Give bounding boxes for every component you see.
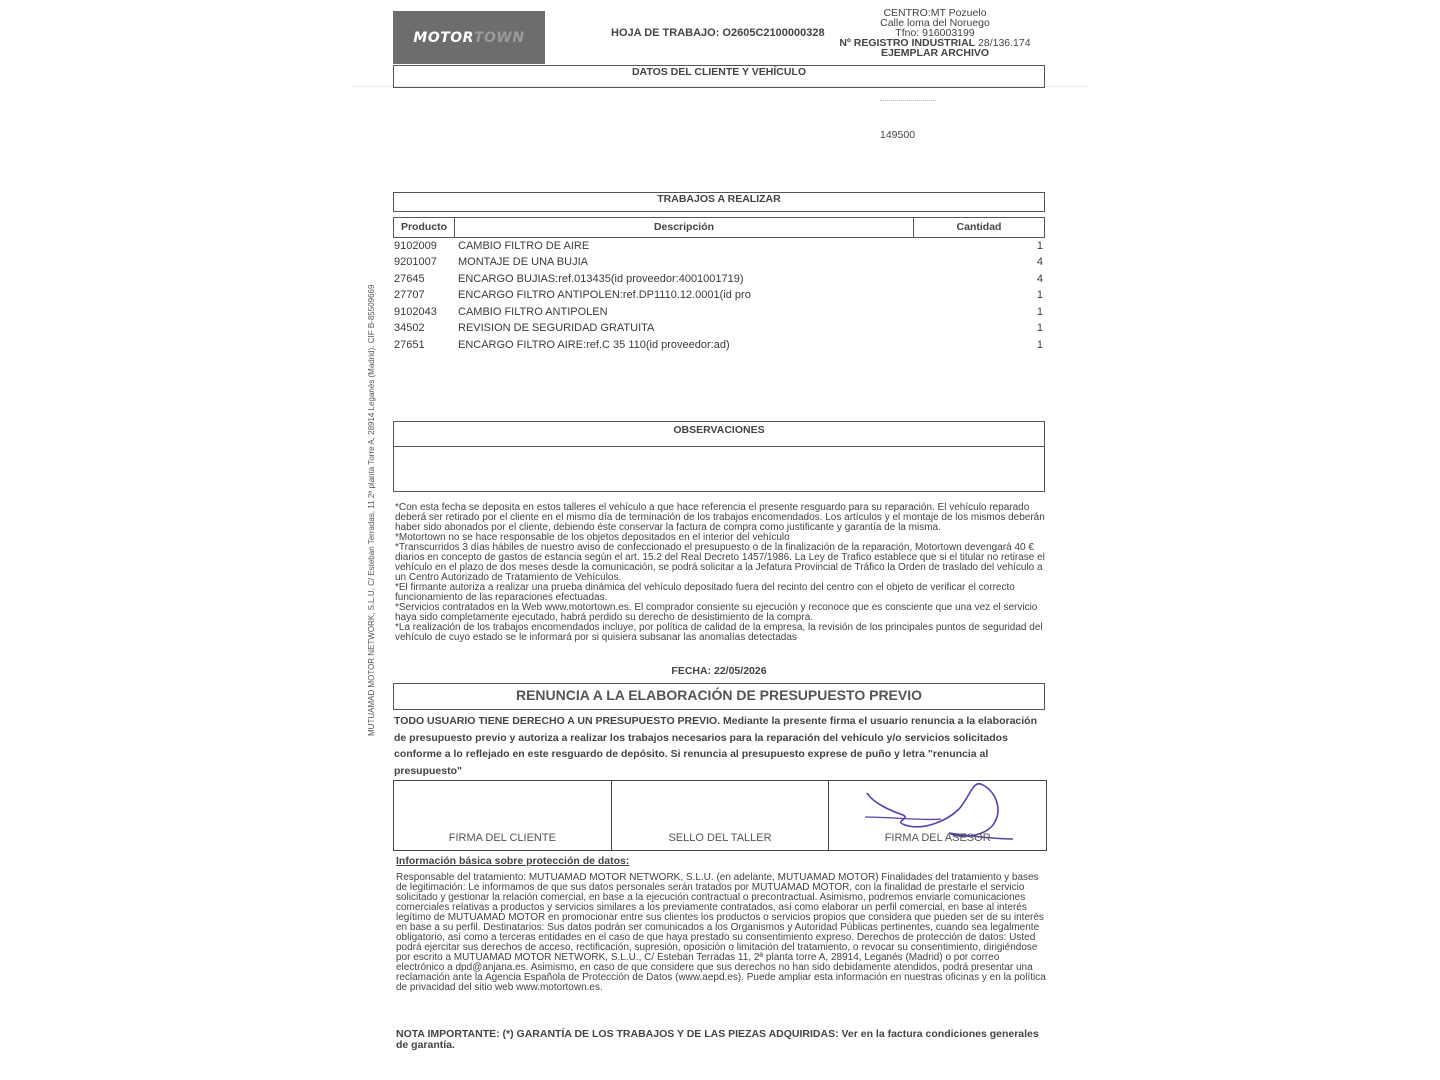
producto-cell: 27707	[394, 289, 425, 301]
ejemplar-archivo: EJEMPLAR ARCHIVO	[880, 47, 990, 59]
cantidad-cell: 4	[1036, 256, 1043, 268]
empresa-vertical-text: MUTUAMAD MOTOR NETWORK, S.L.U. C/ Esteban Terradas, 11 2ª planta Torre A, 28914 Leganés (Madrid). CIF B-85509669	[367, 284, 376, 736]
motortown-logo	[393, 11, 545, 64]
producto-cell: 9201007	[394, 256, 437, 268]
table-row	[393, 322, 1045, 338]
registro-label: Nº REGISTRO INDUSTRIAL	[839, 37, 976, 49]
logo-word-town: TOWN	[473, 29, 525, 46]
condicion-web: *Servicios contratados en la Web www.motortown.es. El comprador consiente su ejecución y reconoce que es consciente que una vez el servicio haya sido completamente ejecutado, habrá perdido su derecho de desistimiento de la compra.	[395, 602, 1038, 623]
sello-taller-box	[612, 781, 830, 850]
firmas-table	[393, 780, 1047, 851]
fecha: FECHA: 22/05/2026	[671, 665, 767, 677]
cantidad-cell: 1	[1036, 339, 1043, 351]
cantidad-cell: 4	[1036, 273, 1043, 285]
cantidad-cell: 1	[1036, 240, 1043, 252]
renuncia-text: TODO USUARIO TIENE DERECHO A UN PRESUPUESTO PREVIO. Mediante la presente firma el usuario renuncia a la elaboración de presupuesto previo y autoriza a realizar los trabajos necesarios para la reparación del vehículo y/o servicios solicitados conforme a lo reflejado en este resguardo de depósito. Si renuncia al presupuesto exprese de puño y letra "renuncia al presupuesto"	[394, 715, 1037, 777]
condicion-objetos: *Motortown no se hace responsable de los objetos depositados en el interior del vehículo	[395, 532, 790, 543]
sello-taller-label: SELLO DEL TALLER	[668, 832, 772, 844]
descripcion-cell: ENCARGO FILTRO ANTIPOLEN:ref.DP1110.12.0001(id pro	[458, 289, 751, 301]
renuncia-title: RENUNCIA A LA ELABORACIÓN DE PRESUPUESTO PREVIO	[393, 683, 1045, 710]
kilometraje-value: 149500	[880, 129, 916, 141]
producto-cell: 27651	[394, 339, 425, 351]
table-row	[393, 240, 1045, 256]
col-cantidad: Cantidad	[913, 217, 1045, 238]
table-row	[393, 289, 1045, 305]
producto-cell: 27645	[394, 273, 425, 285]
col-descripcion: Descripción	[455, 217, 914, 238]
cantidad-cell: 1	[1036, 289, 1043, 301]
redacted-field	[880, 100, 936, 104]
proteccion-datos-title: Información básica sobre protección de datos:	[396, 855, 630, 867]
table-row	[393, 306, 1045, 322]
centro-info	[835, 8, 1035, 58]
trabajos-header: TRABAJOS A REALIZAR	[393, 192, 1045, 212]
proteccion-datos-text: Responsable del tratamiento: MUTUAMAD MOTOR NETWORK, S.L.U. (en adelante, MUTUAMAD MOTOR) Finalidades del tratamiento y bases de legitimación: Le informamos de que sus datos personales serán tratados por MUTUAMAD MOTOR, con la finalidad de prestarle el servicio solicitado y gestionar la relación comercial, en base a la ejecución contractual o precontractual. Asimismo, podremos enviarle comunicaciones comerciales relativas a productos y servicios similares a los previamente contratados, así como elaborar un perfil comercial, en base al interés legítimo de MUTUAMAD MOTOR en promocionar entre sus clientes los productos o servicios propios que considera que pueden ser de su interés en base a su perfil. Destinatarios: Sus datos podrán ser comunicados a los Organismos y Autoridad Públicas pertinentes, cuando sea legalmente obligatorio, así como a terceras entidades en el caso de que haya prestado su consentimiento expreso. Derechos de protección de datos: Usted podrá ejercitar sus derechos de acceso, rectificación, supresión, oposición o limitación del tratamiento, o revocar su consentimiento, dirigiéndose por escrito a MUTUAMAD MOTOR NETWORK, S.L.U., C/ Esteban Terradas 11, 2ª planta torre A, 28914, Leganés (Madrid) o por correo electrónico a dpd@anjana.es. Asimismo, en caso de que considere que sus derechos no han sido debidamente atendidos, podrá presentar una reclamación ante la Agencia Española de Protección de Datos (www.aepd.es). Puede ampliar esta información en nuestras oficinas y en la política de privacidad del sitio web www.motortown.es.	[396, 872, 1046, 993]
table-row	[393, 273, 1045, 289]
observaciones-header: OBSERVACIONES	[393, 421, 1045, 447]
condiciones-text	[395, 503, 1045, 643]
producto-cell: 9102009	[394, 240, 437, 252]
table-row	[393, 339, 1045, 355]
condicion-prueba: *El firmante autoriza a realizar una prueba dinámica del vehículo depositado fuera del recinto del centro con el objeto de verificar el correcto funcionamiento de las reparaciones efectuadas.	[395, 582, 1015, 603]
hoja-de-trabajo: HOJA DE TRABAJO: O2605C2100000328	[611, 27, 825, 39]
cantidad-cell: 1	[1036, 322, 1043, 334]
table-row	[393, 256, 1045, 272]
cantidad-cell: 1	[1036, 306, 1043, 318]
firma-cliente-label: FIRMA DEL CLIENTE	[448, 832, 556, 844]
descripcion-cell: CAMBIO FILTRO ANTIPOLEN	[458, 306, 608, 318]
producto-cell: 9102043	[394, 306, 437, 318]
descripcion-cell: CAMBIO FILTRO DE AIRE	[458, 240, 590, 252]
nota-importante: NOTA IMPORTANTE: (*) GARANTÍA DE LOS TRABAJOS Y DE LAS PIEZAS ADQUIRIDAS: Ver en la factura condiciones generales de garantía.	[396, 1028, 1039, 1051]
centro-line: CENTRO:MT Pozuelo	[883, 7, 987, 19]
condicion-estancia: *Transcurridos 3 días hábiles de nuestro aviso de confeccionado el presupuesto o de la finalización de la reparación, Motortown devengará 40 € diarios en concepto de gastos de estancia según el art. 15.2 del Real Decreto 1457/1986. La Ley de Trafico establece que si el titular no retirase el vehículo en el plazo de dos meses desde la comunicación, se podrá solicitar a la Jefatura Provincial de Tráfico la Orden de traslado del vehículo a un Centro Autorizado de Tratamiento de Vehículos.	[395, 542, 1045, 583]
datos-cliente-header: DATOS DEL CLIENTE Y VEHÍCULO	[393, 65, 1045, 88]
observaciones-box	[393, 446, 1045, 492]
producto-cell: 34502	[394, 322, 425, 334]
condicion-deposito: *Con esta fecha se deposita en estos talleres el vehículo a que hace referencia el presente resguardo para su reparación. El vehículo reparado deberá ser retirado por el cliente en el mismo día de terminación de los trabajos encomendados. Los artículos y el montaje de los mismos deberán haber sido abonados por el cliente, debiendo éste conservar la factura de compra como justificante y garantía de la misma.	[395, 502, 1045, 533]
descripcion-cell: REVISION DE SEGURIDAD GRATUITA	[458, 322, 655, 334]
condicion-revision: *La realización de los trabajos encomendados incluye, por política de calidad de la empresa, la revisión de los principales puntos de seguridad del vehículo de cuyo estado se le informará por si quisiera subsanar las anomalías detectadas	[395, 622, 1043, 643]
centro-line: Calle loma del Noruego	[880, 17, 990, 29]
firma-asesor-label: FIRMA DEL ASESOR	[884, 832, 991, 844]
descripcion-cell: ENCARGO BUJIAS:ref.013435(id proveedor:4001001719)	[458, 273, 744, 285]
logo-word-motor: MOTOR	[413, 29, 474, 46]
col-producto: Producto	[393, 217, 455, 238]
descripcion-cell: MONTAJE DE UNA BUJIA	[458, 256, 588, 268]
registro-number: 28/136.174	[978, 37, 1031, 49]
firma-asesor-box	[829, 781, 1046, 850]
firma-cliente-box	[394, 781, 612, 850]
centro-line: Tfno: 916003199	[895, 27, 975, 39]
descripcion-cell: ENCARGO FILTRO AIRE:ref.C 35 110(id proveedor:ad)	[458, 339, 730, 351]
